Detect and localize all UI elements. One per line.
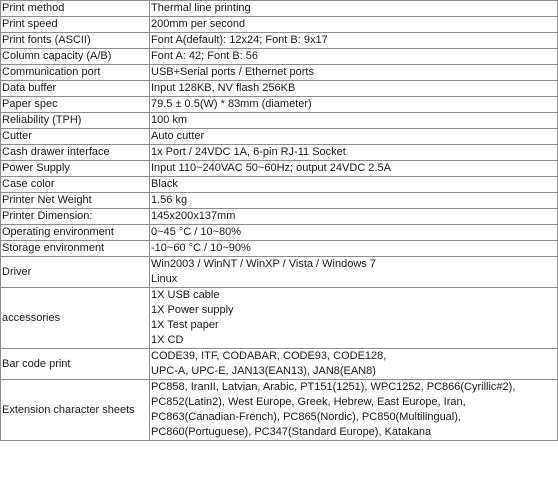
spec-value-line: 1X Test paper: [151, 319, 219, 331]
spec-value: [150, 177, 558, 193]
spec-row: [1, 380, 558, 441]
spec-value: [150, 193, 558, 209]
spec-value-line: PC858, IranII, Latvian, Arabic, PT151(1251), WPC1252, PC866(Cyrillic#2),: [151, 381, 516, 393]
spec-value-line: Thermal line printing: [151, 2, 251, 14]
spec-value-line: Input 110~240VAC 50~60Hz; output 24VDC 2.5A: [151, 162, 391, 174]
spec-row: [1, 241, 558, 257]
spec-value: [150, 113, 558, 129]
spec-value-line: PC852(Latin2), West Europe, Greek, Hebrew, East Europe, Iran,: [151, 396, 466, 408]
spec-value-line: 0~45 °C / 10~80%: [151, 226, 242, 238]
spec-row: [1, 33, 558, 49]
spec-row: [1, 177, 558, 193]
spec-row: [1, 161, 558, 177]
spec-row: [1, 1, 558, 17]
spec-value: [150, 97, 558, 113]
spec-row: [1, 81, 558, 97]
spec-table-body: [1, 1, 558, 441]
spec-row: [1, 193, 558, 209]
spec-row: [1, 209, 558, 225]
spec-value: [150, 33, 558, 49]
spec-value-line: Win2003 / WinNT / WinXP / Vista / Windows 7: [151, 258, 376, 270]
spec-value-line: 1X USB cable: [151, 289, 220, 301]
spec-value: [150, 129, 558, 145]
spec-label: Reliability (TPH): [1, 113, 150, 129]
spec-value: [150, 225, 558, 241]
spec-label: Print speed: [1, 17, 150, 33]
spec-value: [150, 349, 558, 380]
spec-label: Driver: [1, 257, 150, 288]
spec-label: Printer Dimension:: [1, 209, 150, 225]
spec-label: Printer Net Weight: [1, 193, 150, 209]
spec-value-line: 1X CD: [151, 334, 184, 346]
spec-row: [1, 49, 558, 65]
spec-value-line: PC863(Canadian-French), PC865(Nordic), PC850(Multilingual),: [151, 411, 461, 423]
spec-value: [150, 380, 558, 441]
spec-value-line: 200mm per second: [151, 18, 246, 30]
spec-value: [150, 65, 558, 81]
spec-value-line: -10~60 °C / 10~90%: [151, 242, 251, 254]
spec-row: [1, 17, 558, 33]
spec-value: [150, 81, 558, 97]
spec-value-line: UPC-A, UPC-E, JAN13(EAN13), JAN8(EAN8): [151, 365, 376, 377]
spec-value: [150, 17, 558, 33]
spec-label: Print fonts (ASCII): [1, 33, 150, 49]
spec-label: Power Supply: [1, 161, 150, 177]
spec-label: Storage environment: [1, 241, 150, 257]
spec-label: Cash drawer interface: [1, 145, 150, 161]
spec-value-line: Font A: 42; Font B: 56: [151, 50, 259, 62]
spec-value: [150, 288, 558, 349]
spec-value: [150, 49, 558, 65]
spec-label: Communication port: [1, 65, 150, 81]
spec-row: [1, 349, 558, 380]
spec-value-line: 1x Port / 24VDC 1A, 6-pin RJ-11 Socket: [151, 146, 346, 158]
spec-label: Print method: [1, 1, 150, 17]
spec-label: Data buffer: [1, 81, 150, 97]
spec-value-line: CODE39, ITF, CODABAR, CODE93, CODE128,: [151, 350, 387, 362]
spec-value: [150, 145, 558, 161]
spec-value-line: Auto cutter: [151, 130, 205, 142]
spec-row: [1, 145, 558, 161]
spec-value-line: Black: [151, 178, 178, 190]
spec-label: Bar code print: [1, 349, 150, 380]
spec-label: Paper spec: [1, 97, 150, 113]
spec-value-line: Input 128KB, NV flash 256KB: [151, 82, 296, 94]
spec-value-line: PC860(Portuguese), PC347(Standard Europe), Katakana: [151, 426, 432, 438]
spec-label: Column capacity (A/B): [1, 49, 150, 65]
spec-value: [150, 257, 558, 288]
spec-label: accessories: [1, 288, 150, 349]
spec-value-line: 100 km: [151, 114, 188, 126]
spec-value-line: Font A(default): 12x24; Font B: 9x17: [151, 34, 328, 46]
spec-label: Extension character sheets: [1, 380, 150, 441]
spec-value: [150, 209, 558, 225]
spec-value-line: 1X Power supply: [151, 304, 234, 316]
spec-row: [1, 97, 558, 113]
spec-value-line: Linux: [151, 273, 178, 285]
spec-value: [150, 161, 558, 177]
spec-value: [150, 241, 558, 257]
spec-row: [1, 113, 558, 129]
spec-label: Cutter: [1, 129, 150, 145]
spec-row: [1, 65, 558, 81]
spec-row: [1, 257, 558, 288]
spec-value-line: 145x200x137mm: [151, 210, 236, 222]
spec-row: [1, 288, 558, 349]
spec-label: Case color: [1, 177, 150, 193]
spec-label: Operating environment: [1, 225, 150, 241]
spec-value-line: 1.56 kg: [151, 194, 188, 206]
spec-value-line: 79.5 ± 0.5(W) * 83mm (diameter): [151, 98, 312, 110]
spec-value: [150, 1, 558, 17]
spec-value-line: USB+Serial ports / Ethernet ports: [151, 66, 314, 78]
spec-row: [1, 129, 558, 145]
spec-row: [1, 225, 558, 241]
